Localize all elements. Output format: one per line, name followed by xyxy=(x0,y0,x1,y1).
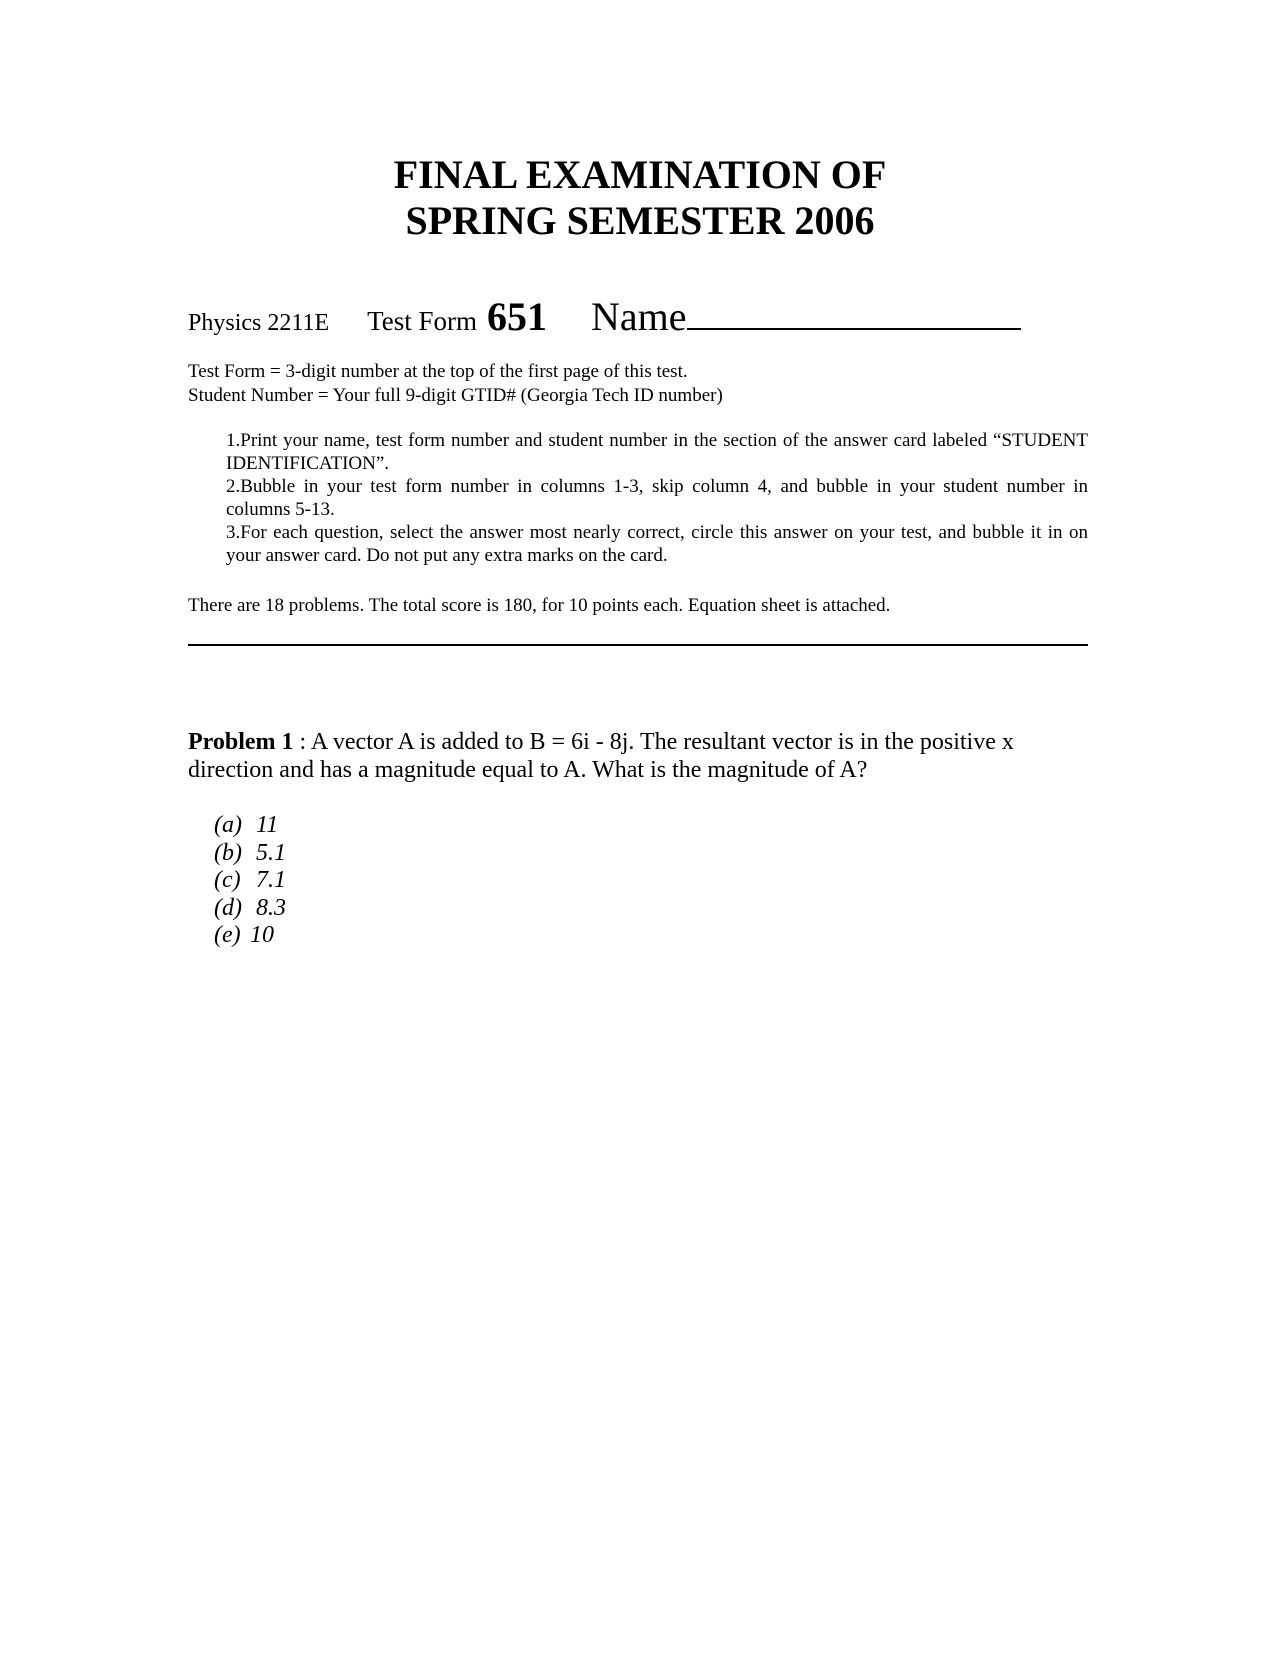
choice-d xyxy=(214,895,286,923)
course-label: Physics 2211E xyxy=(188,310,330,336)
definitions xyxy=(188,360,723,408)
choice-value: 8.3 xyxy=(256,894,286,921)
definition-student-number: Student Number = Your full 9-digit GTID# (Georgia Tech ID number) xyxy=(188,385,723,406)
instructions-list xyxy=(226,429,1088,567)
name-blank-line xyxy=(687,290,1021,330)
choice-letter: (e) xyxy=(214,922,241,948)
choice-letter: (b) xyxy=(214,839,242,866)
choice-a xyxy=(214,812,286,840)
definition-test-form: Test Form = 3-digit number at the top of the first page of this test. xyxy=(188,361,688,382)
choice-letter: (c) xyxy=(214,867,241,893)
problem-label: Problem 1 xyxy=(188,729,294,755)
choice-value: 5.1 xyxy=(256,839,286,866)
choice-letter: (d) xyxy=(214,894,242,921)
choice-value: 7.1 xyxy=(256,867,286,893)
choice-e xyxy=(214,922,286,950)
exam-title-line-2: SPRING SEMESTER 2006 xyxy=(405,198,875,243)
choice-letter: (a) xyxy=(214,812,242,838)
test-form-number: 651 xyxy=(486,294,547,339)
section-divider xyxy=(188,644,1088,646)
problem-1 xyxy=(188,728,1088,784)
instruction-item: 3.For each question, select the answer most nearly correct, circle this answer on your test, and bubble it in on your answer card. Do not put any extra marks on the card. xyxy=(226,522,1088,566)
choice-value: 10 xyxy=(250,922,274,948)
instruction-item: 1.Print your name, test form number and student number in the section of the answer card labeled “STUDENT IDENTIFICATION”. xyxy=(226,430,1088,474)
answer-choices xyxy=(214,812,286,950)
choice-value: 11 xyxy=(256,812,279,838)
header-info-line xyxy=(188,290,1021,340)
exam-summary: There are 18 problems. The total score is 180, for 10 points each. Equation sheet is attached. xyxy=(188,595,891,616)
test-form-label: Test Form xyxy=(367,306,477,336)
problem-text: : A vector A is added to B = 6i - 8j. The resultant vector is in the positive x direction and has a magnitude equal to A. What is the magnitude of A? xyxy=(188,729,1014,783)
exam-title-line-1: FINAL EXAMINATION OF xyxy=(393,152,887,197)
choice-b xyxy=(214,840,286,868)
instruction-item: 2.Bubble in your test form number in columns 1-3, skip column 4, and bubble in your student number in columns 5-13. xyxy=(226,476,1088,520)
choice-c xyxy=(214,867,286,895)
name-label: Name xyxy=(590,294,687,339)
